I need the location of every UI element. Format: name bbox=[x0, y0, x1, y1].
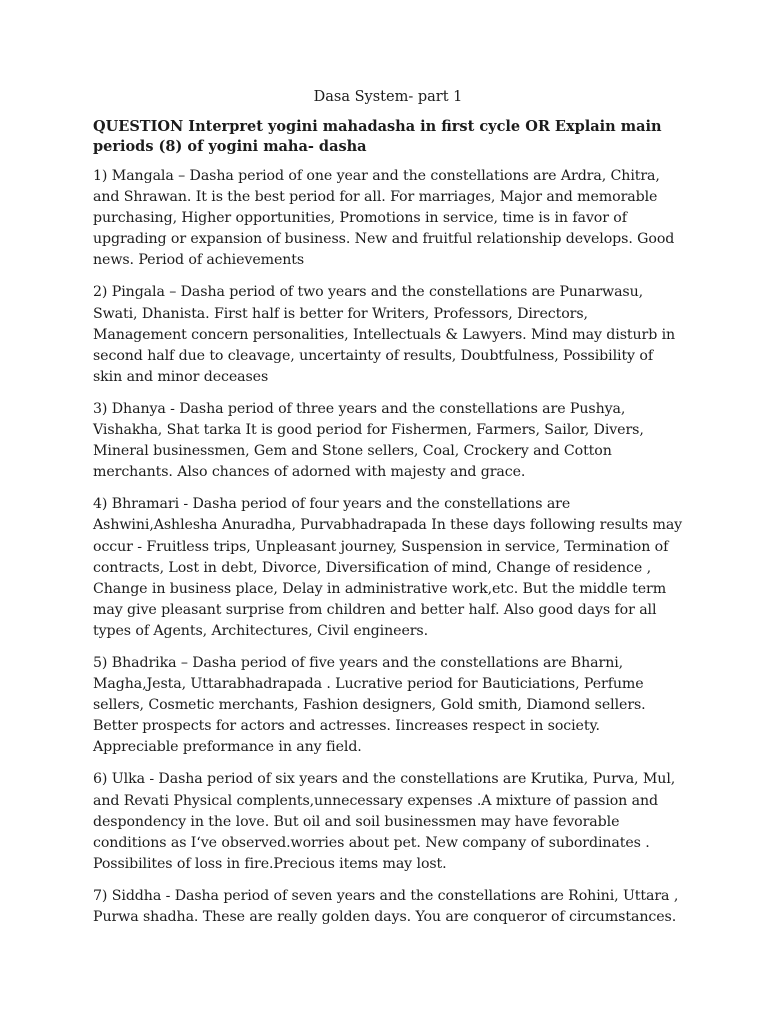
document-body bbox=[93, 86, 683, 939]
question-heading: QUESTION Interpret yogini mahadasha in first cycle OR Explain main periods (8) of yogini maha- dasha bbox=[93, 118, 662, 155]
paragraph-ulka: 6) Ulka - Dasha period of six years and the constellations are Krutika, Purva, Mul, and Revati Physical complents,unnecessary expenses .A mixture of passion and despondency in the love. But oil and soil businessmen may have fevorable conditions as I‘ve observed.worries about pet. New company of subordinates . Possibilites of loss in fire.Precious items may lost. bbox=[93, 771, 676, 872]
page-title: Dasa System- part 1 bbox=[313, 89, 463, 105]
paragraph-siddha: 7) Siddha - Dasha period of seven years and the constellations are Rohini, Uttara , Purwa shadha. These are really golden days. You are conqueror of circumstances. bbox=[93, 887, 679, 925]
paragraph-bhramari: 4) Bhramari - Dasha period of four years and the constellations are Ashwini,Ashlesha Anuradha, Purvabhadrapada In these days following results may occur - Fruitless trips, Unpleasant journey, Suspension in service, Termination of contracts, Lost in debt, Divorce, Diversification of mind, Change of residence , Change in business place, Delay in administrative work,etc. But the middle term may give pleasant surprise from children and better half. Also good days for all types of Agents, Architectures, Civil engineers. bbox=[93, 496, 683, 639]
paragraph-pingala: 2) Pingala – Dasha period of two years and the constellations are Punarwasu, Swati, Dhanista. First half is better for Writers, Professors, Directors, Management concern personalities, Intellectuals & Lawyers. Mind may disturb in second half due to cleavage, uncertainty of results, Doubtfulness, Possibility of skin and minor deceases bbox=[93, 284, 676, 385]
paragraph-dhanya: 3) Dhanya - Dasha period of three years and the constellations are Pushya, Vishakha, Shat tarka It is good period for Fishermen, Farmers, Sailor, Divers, Mineral businessmen, Gem and Stone sellers, Coal, Crockery and Cotton merchants. Also chances of adorned with majesty and grace. bbox=[93, 400, 644, 481]
paragraph-mangala: 1) Mangala – Dasha period of one year and the constellations are Ardra, Chitra, and Shrawan. It is the best period for all. For marriages, Major and memorable purchasing, Higher opportunities, Promotions in service, time is in favor of upgrading or expansion of business. New and fruitful relationship develops. Good news. Period of achievements bbox=[93, 168, 675, 269]
paragraph-bhadrika: 5) Bhadrika – Dasha period of five years and the constellations are Bharni, Magha,Jesta, Uttarabhadrapada . Lucrative period for Bauticiations, Perfume sellers, Cosmetic merchants, Fashion designers, Gold smith, Diamond sellers. Better prospects for actors and actresses. Iincreases respect in society. Appreciable preformance in any field. bbox=[93, 654, 646, 756]
